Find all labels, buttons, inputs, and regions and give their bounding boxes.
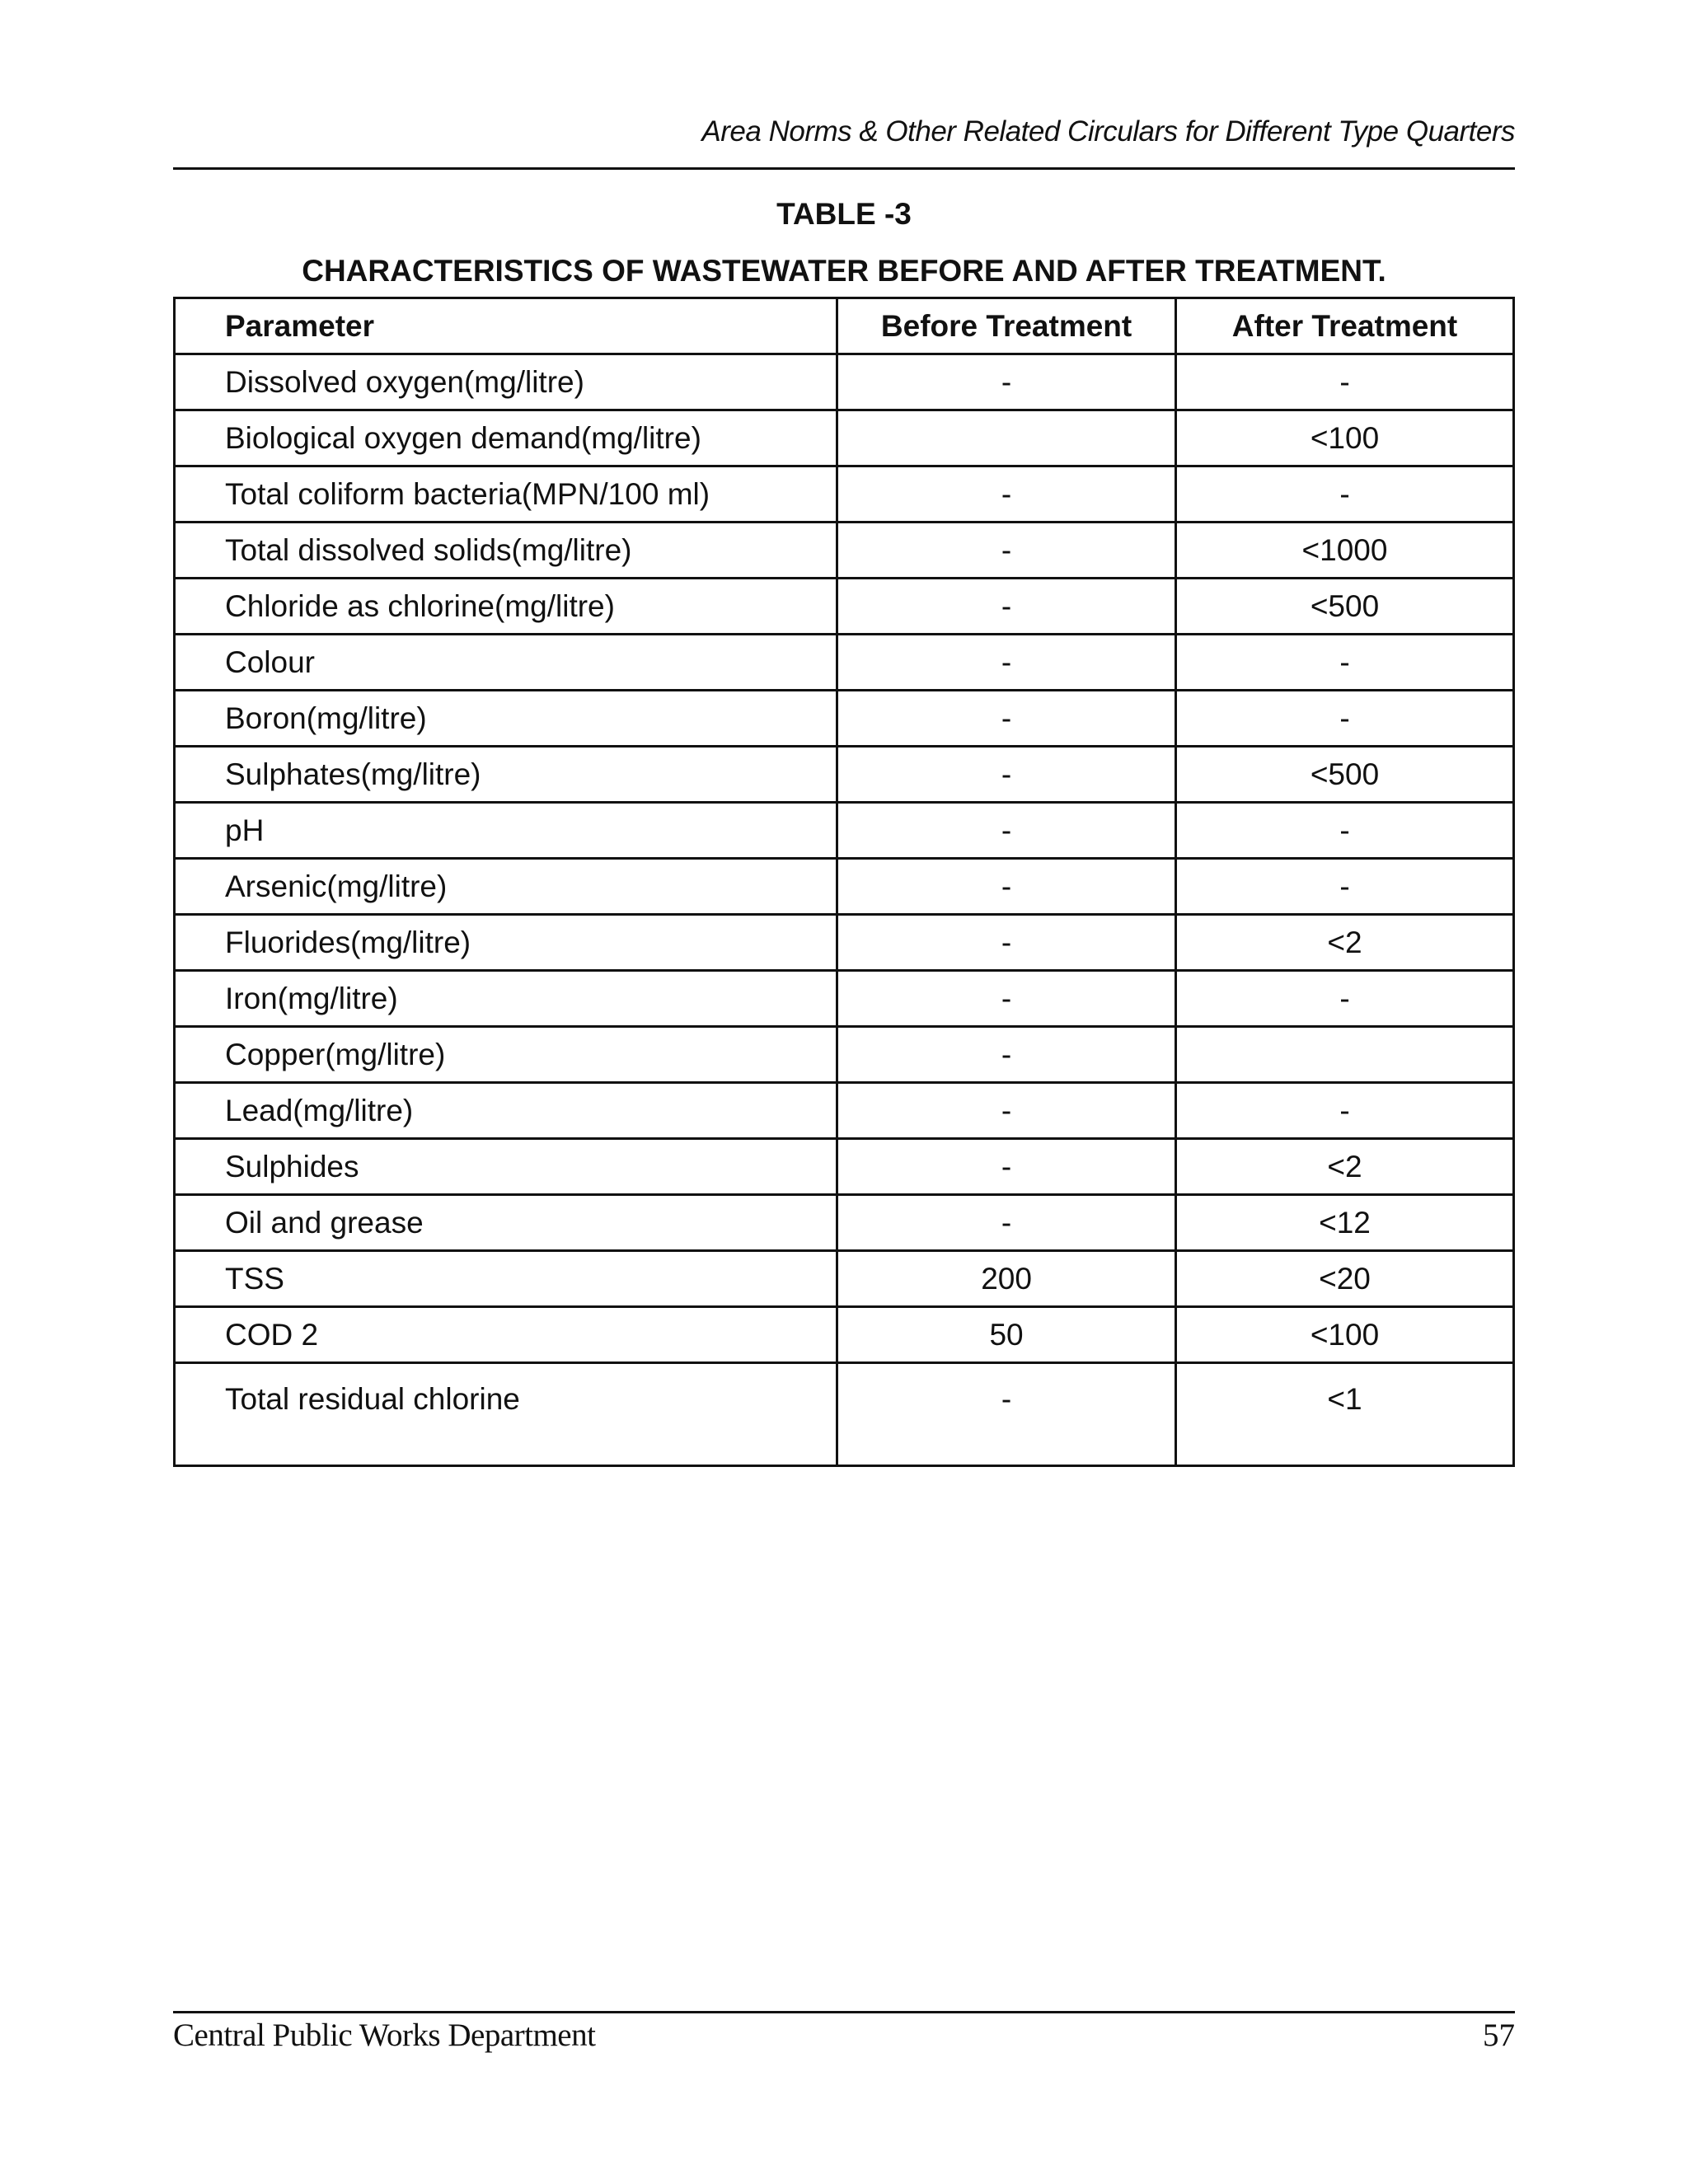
column-header-after-treatment: After Treatment (1176, 298, 1514, 354)
page-number: 57 (1483, 2018, 1515, 2053)
before-treatment-cell: - (837, 747, 1176, 803)
table-row (175, 410, 1514, 466)
table-number: TABLE -3 (776, 197, 912, 231)
before-treatment-cell: - (837, 1083, 1176, 1139)
table-row (175, 1027, 1514, 1083)
before-treatment-cell: - (837, 523, 1176, 579)
after-treatment-cell: <12 (1176, 1195, 1514, 1251)
before-treatment-cell: - (837, 1027, 1176, 1083)
table-row (175, 579, 1514, 635)
before-treatment-cell: - (837, 691, 1176, 747)
parameter-cell: Total residual chlorine (175, 1363, 837, 1466)
table-row (175, 1139, 1514, 1195)
before-treatment-cell: - (837, 803, 1176, 859)
parameter-cell: COD 2 (175, 1307, 837, 1363)
table-row (175, 971, 1514, 1027)
parameter-cell: Boron(mg/litre) (175, 691, 837, 747)
parameter-cell: Fluorides(mg/litre) (175, 915, 837, 971)
table-header-row (175, 298, 1514, 354)
after-treatment-cell: - (1176, 971, 1514, 1027)
table-row (175, 354, 1514, 410)
before-treatment-cell: - (837, 1139, 1176, 1195)
after-treatment-cell: <500 (1176, 747, 1514, 803)
footer-department: Central Public Works Department (173, 2018, 596, 2053)
after-treatment-cell: <2 (1176, 1139, 1514, 1195)
before-treatment-cell (837, 410, 1176, 466)
after-treatment-cell: - (1176, 466, 1514, 523)
column-header-parameter: Parameter (175, 298, 837, 354)
after-treatment-cell: <20 (1176, 1251, 1514, 1307)
before-treatment-cell: - (837, 915, 1176, 971)
after-treatment-cell: - (1176, 635, 1514, 691)
header-divider (173, 167, 1515, 170)
before-treatment-cell: 200 (837, 1251, 1176, 1307)
column-header-before-treatment: Before Treatment (837, 298, 1176, 354)
after-treatment-cell: <100 (1176, 1307, 1514, 1363)
before-treatment-cell: - (837, 1363, 1176, 1466)
footer-divider (173, 2011, 1515, 2013)
table-row (175, 1307, 1514, 1363)
table-row (175, 466, 1514, 523)
parameter-cell: TSS (175, 1251, 837, 1307)
table-row (175, 859, 1514, 915)
before-treatment-cell: - (837, 635, 1176, 691)
table-row (175, 1251, 1514, 1307)
parameter-cell: Lead(mg/litre) (175, 1083, 837, 1139)
before-treatment-cell: - (837, 971, 1176, 1027)
parameter-cell: Dissolved oxygen(mg/litre) (175, 354, 837, 410)
parameter-cell: pH (175, 803, 837, 859)
table-row (175, 1195, 1514, 1251)
after-treatment-cell: - (1176, 859, 1514, 915)
parameter-cell: Biological oxygen demand(mg/litre) (175, 410, 837, 466)
table-title: CHARACTERISTICS OF WASTEWATER BEFORE AND AFTER TREATMENT. (302, 254, 1386, 288)
after-treatment-cell: - (1176, 1083, 1514, 1139)
parameter-cell: Chloride as chlorine(mg/litre) (175, 579, 837, 635)
table-row (175, 747, 1514, 803)
after-treatment-cell: <2 (1176, 915, 1514, 971)
parameter-cell: Colour (175, 635, 837, 691)
before-treatment-cell: - (837, 859, 1176, 915)
table-row (175, 691, 1514, 747)
after-treatment-cell: <1 (1176, 1363, 1514, 1466)
parameter-cell: Total coliform bacteria(MPN/100 ml) (175, 466, 837, 523)
parameter-cell: Total dissolved solids(mg/litre) (175, 523, 837, 579)
parameter-cell: Arsenic(mg/litre) (175, 859, 837, 915)
after-treatment-cell: - (1176, 691, 1514, 747)
wastewater-table (173, 297, 1515, 1467)
parameter-cell: Oil and grease (175, 1195, 837, 1251)
parameter-cell: Copper(mg/litre) (175, 1027, 837, 1083)
before-treatment-cell: - (837, 1195, 1176, 1251)
after-treatment-cell: <100 (1176, 410, 1514, 466)
table-row (175, 803, 1514, 859)
after-treatment-cell: <500 (1176, 579, 1514, 635)
after-treatment-cell (1176, 1027, 1514, 1083)
after-treatment-cell: - (1176, 803, 1514, 859)
before-treatment-cell: - (837, 354, 1176, 410)
table-row (175, 635, 1514, 691)
table-row (175, 1083, 1514, 1139)
table-row (175, 1363, 1514, 1466)
before-treatment-cell: - (837, 466, 1176, 523)
before-treatment-cell: - (837, 579, 1176, 635)
parameter-cell: Sulphides (175, 1139, 837, 1195)
before-treatment-cell: 50 (837, 1307, 1176, 1363)
after-treatment-cell: <1000 (1176, 523, 1514, 579)
parameter-cell: Sulphates(mg/litre) (175, 747, 837, 803)
running-header: Area Norms & Other Related Circulars for Different Type Quarters (701, 115, 1515, 148)
table-row (175, 523, 1514, 579)
table-row (175, 915, 1514, 971)
parameter-cell: Iron(mg/litre) (175, 971, 837, 1027)
after-treatment-cell: - (1176, 354, 1514, 410)
